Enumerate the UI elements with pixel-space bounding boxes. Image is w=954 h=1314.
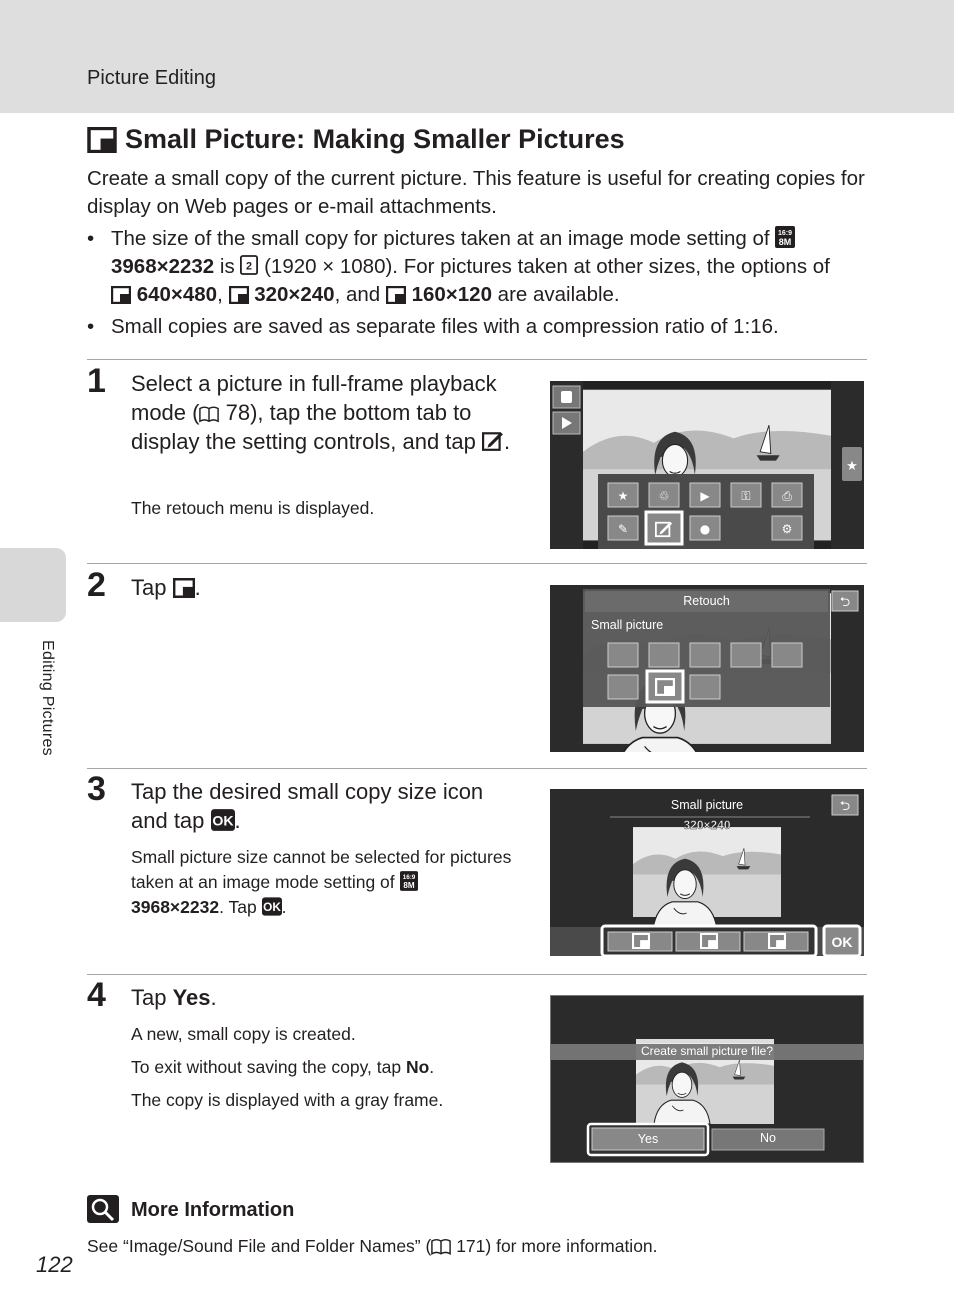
step-number: 2	[87, 566, 106, 604]
selected-size-label: 320×240	[683, 818, 731, 832]
filter-effects-button[interactable]	[731, 643, 761, 667]
chapter-tab	[0, 548, 66, 622]
mode-size: 3968×2232	[111, 255, 215, 278]
stretch-button[interactable]	[608, 675, 638, 699]
svg-text:●: ●	[699, 522, 711, 536]
step-note: A new, small copy is created.	[131, 1024, 356, 1044]
svg-text:⎙: ⎙	[782, 489, 792, 503]
skin-softening-button[interactable]	[690, 643, 720, 667]
book-icon	[199, 405, 219, 423]
step-text: .	[194, 575, 201, 600]
yes-label[interactable]: Yes	[637, 1132, 659, 1146]
camera-screen-size-select	[550, 789, 864, 956]
svg-text:✎: ✎	[617, 522, 629, 536]
step-note	[131, 845, 523, 920]
image-mode-16-9-icon	[400, 871, 418, 891]
screen-retouch-menu	[550, 585, 864, 752]
retouch-button[interactable]	[646, 512, 682, 544]
step-text: Tap	[131, 575, 173, 600]
more-info-title: More Information	[131, 1199, 295, 1221]
chapter-tab-label: Editing Pictures	[39, 640, 56, 756]
step-instruction	[131, 573, 523, 602]
divider	[87, 974, 867, 975]
step-instruction	[131, 777, 523, 835]
bullet-text: is	[214, 255, 241, 278]
page-title	[87, 124, 625, 155]
page-title-text: Small Picture: Making Smaller Pictures	[125, 124, 625, 154]
svg-text:⚙: ⚙	[781, 522, 793, 536]
bullet-text: are available.	[491, 283, 620, 306]
size-screen-title: Small picture	[670, 798, 744, 812]
quick-retouch-button[interactable]	[608, 643, 638, 667]
svg-text:★: ★	[846, 459, 858, 474]
small-picture-icon	[87, 127, 117, 153]
step-text: 78), tap the bottom tab to display the setting controls, and tap	[131, 400, 482, 454]
note-text: .	[429, 1057, 435, 1077]
size-640-icon	[111, 286, 131, 304]
size-320-icon	[229, 286, 249, 304]
confirm-prompt: Create small picture file?	[640, 1044, 774, 1058]
intro-paragraph: Create a small copy of the current picture. This feature is useful for creating copies for display on Web pages or e-mail attachments.	[87, 167, 865, 218]
size-160-icon	[386, 286, 406, 304]
step-text: .	[234, 808, 241, 833]
more-info-icon	[87, 1195, 119, 1223]
step-text: Tap	[131, 985, 173, 1010]
svg-text:▶: ▶	[700, 489, 710, 503]
size-320: 320×240	[254, 283, 335, 306]
step-instruction	[131, 983, 523, 1012]
page-number: 122	[36, 1252, 73, 1277]
bullet-item	[87, 225, 867, 309]
step-note: The copy is displayed with a gray frame.	[131, 1090, 444, 1110]
screen-playback-menu	[550, 381, 864, 549]
step-text-bold: Yes	[172, 985, 211, 1010]
step-number: 1	[87, 362, 106, 400]
note-text: To exit without saving the copy, tap	[131, 1057, 406, 1077]
step-number: 3	[87, 770, 106, 808]
camera-screen-retouch-menu	[550, 585, 864, 752]
camera-screen-playback-menu	[550, 381, 864, 549]
size-160: 160×120	[411, 283, 492, 306]
running-header: Picture Editing	[87, 67, 216, 89]
more-info-text-a: See “Image/Sound File and Folder Names” (	[87, 1236, 432, 1256]
no-label[interactable]: No	[760, 1131, 776, 1145]
divider	[87, 563, 867, 564]
ok-icon	[211, 809, 235, 831]
step-number: 4	[87, 976, 106, 1014]
note-text: Small picture size cannot be selected for pictures taken at an image mode setting of	[131, 847, 512, 892]
svg-text:⮌: ⮌	[839, 595, 851, 610]
step-text: Select a picture in full-frame playback mode (	[131, 371, 497, 425]
bullet-list	[87, 225, 867, 345]
step-text: .	[210, 985, 217, 1010]
bullet-item: • Small copies are saved as separate files with a compression ratio of 1:16.	[87, 313, 867, 341]
camera-screen-confirm	[550, 995, 864, 1163]
divider	[87, 359, 867, 360]
mode-size: 3968×2232	[131, 897, 220, 917]
svg-text:♲: ♲	[658, 489, 670, 503]
retouch-selection-label: Small picture	[591, 618, 664, 632]
size-640: 640×480	[136, 283, 218, 306]
divider	[87, 768, 867, 769]
bullet-text: ,	[217, 283, 229, 306]
crop-button[interactable]	[690, 675, 720, 699]
book-icon	[431, 1238, 451, 1255]
retouch-title: Retouch	[683, 594, 730, 608]
image-mode-16-9-icon	[775, 226, 795, 248]
step-note	[131, 1055, 523, 1080]
svg-text:OK: OK	[831, 934, 853, 950]
screen-size-select	[550, 789, 864, 956]
note-text-bold: No	[405, 1057, 430, 1077]
ok-icon	[262, 897, 282, 916]
bullet-text: , and	[334, 283, 386, 306]
more-info-text	[87, 1236, 658, 1257]
step-text: Tap the desired small copy size icon and tap	[131, 779, 484, 833]
note-text: .	[281, 897, 287, 917]
header-band	[0, 0, 954, 113]
small-picture-icon	[173, 578, 195, 598]
svg-text:★: ★	[617, 489, 629, 503]
svg-text:⚿: ⚿	[741, 489, 751, 503]
bullet-text: (1920 × 1080). For pictures taken at other sizes, the options of	[258, 255, 830, 278]
step-note: The retouch menu is displayed.	[131, 498, 375, 518]
image-mode-2m-icon	[240, 254, 258, 276]
retouch-icon	[482, 430, 504, 452]
step-instruction	[131, 369, 523, 456]
color-button[interactable]	[772, 643, 802, 667]
svg-text:⮌: ⮌	[839, 799, 851, 814]
bullet-text: The size of the small copy for pictures taken at an image mode setting of	[111, 227, 776, 250]
step-text: .	[504, 429, 511, 454]
note-text: . Tap	[219, 897, 262, 917]
d-lighting-button[interactable]	[649, 643, 679, 667]
more-info-text-b: 171) for more information.	[451, 1236, 658, 1256]
